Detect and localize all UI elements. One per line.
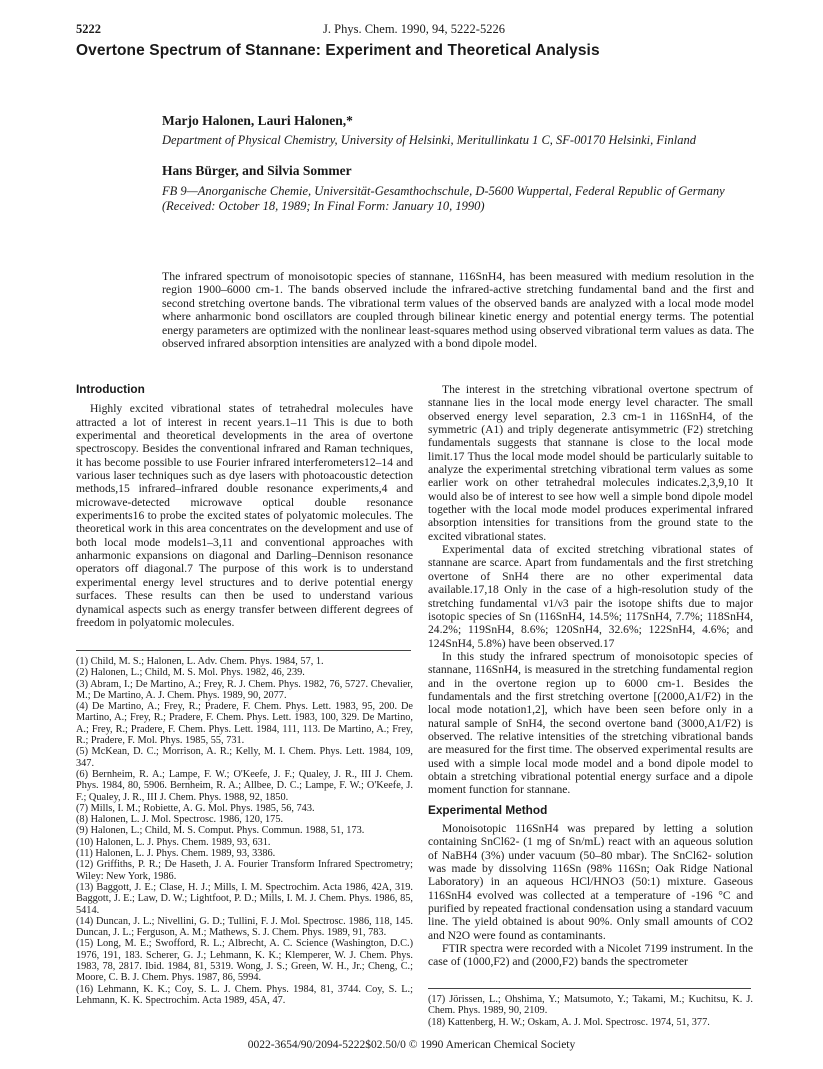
reference-item: (12) Griffiths, P. R.; De Haseth, J. A. Fourier Transform Infrared Spectrometry; Wiley: New York, 1986. — [76, 859, 413, 882]
body-paragraph: The interest in the stretching vibrational overtone spectrum of stannane lies in the local mode energy level character. The small observed energy level separation, 2.3 cm-1 in 116SnH4, of the symmetric (A1) and triply degenerate antisymmetric (F2) stretching fundamentals suggests that stannane is close to the local mode limit.17 Thus the local mode model should be particularly suitable to analyze the experimental stretching vibrational term values as some earlier work on other tetrahedral molecules indicates.2,3,9,10 It would also be of interest to see how well a simple bond dipole model together with the local mode model produces experimental infrared absorption intensities for transitions from the ground state to the excited vibrational states. — [428, 383, 753, 543]
reference-item: (17) Jörissen, L.; Ohshima, Y.; Matsumoto, Y.; Takami, M.; Kuchitsu, K. J. Chem. Phys. 1989, 90, 2109. — [428, 994, 753, 1017]
affiliation-wuppertal: FB 9—Anorganische Chemie, Universität-Gesamthochschule, D-5600 Wuppertal, Federal Republic of Germany — [162, 184, 725, 198]
running-header — [76, 22, 752, 38]
reference-item: (15) Long, M. E.; Swofford, R. L.; Albrecht, A. C. Science (Washington, D.C.) 1976, 191, 183. Scherer, G. J.; Lehmann, K. K.; Klemperer, W. J. Chem. Phys. 1983, 78, 2817. Ibid. 1984, 81, 5319. Wong, J. S.; Green, W. H., Jr.; Cheng, C.; Moore, C. B. J. Chem. Phys. 1987, 86, 5994. — [76, 938, 413, 984]
reference-item: (6) Bernheim, R. A.; Lampe, F. W.; O'Keefe, J. F.; Qualey, J. R., III J. Chem. Phys. 1984, 80, 5906. Bernheim, R. A.; Allbee, D. C.; Lampe, F. W.; O'Keefe, J. F.; Qualey, J. R., III J. Chem. Phys. 1988, 92, 1850. — [76, 768, 413, 803]
reference-item: (1) Child, M. S.; Halonen, L. Adv. Chem. Phys. 1984, 57, 1. — [76, 656, 324, 667]
reference-item: (14) Duncan, J. L.; Nivellini, G. D.; Tullini, F. J. Mol. Spectrosc. 1986, 118, 145. Duncan, J. L.; Ferguson, A. M.; Mathews, S. J. Chem. Phys. 1989, 91, 783. — [76, 915, 413, 939]
reference-item: (4) De Martino, A.; Frey, R.; Pradere, F. Chem. Phys. Lett. 1983, 95, 200. De Martino, A.; Frey, R.; Pradere, F. Chem. Phys. Lett. 1983, 100, 329. De Martino, A.; Frey, R.; Pradere, F. Chem. Phys. Lett. 1984, 111, 113. De Martino, A.; Frey, R.; Pradere, F. Mol. Phys. 1985, 55, 731. — [76, 701, 413, 747]
body-paragraph: In this study the infrared spectrum of monoisotopic species of stannane, 116SnH4, is measured in the stretching fundamental region and in the overtone region up to 6000 cm-1. Besides the fundamentals and the first stretching overtone [(2000,A1/F2) in the local mode notation1,2], which have been seen before only in a natural sample of SnH4, the second overtone band (3000,A1/F2) is observed. The relative intensities of the stretching vibrational bands are measured for the first time. The observed experimental results are used with a simple local mode model and a bond dipole model to obtain a stretching vibrational potential energy surface and a dipole moment function for stannane. — [428, 649, 753, 797]
reference-item: (13) Baggott, J. E.; Clase, H. J.; Mills, I. M. Spectrochim. Acta 1986, 42A, 319. Baggott, J. E.; Law, D. W.; Lightfoot, P. D.; Mills, I. M. J. Chem. Phys. 1986, 85, 5414. — [76, 881, 413, 916]
reference-item: (2) Halonen, L.; Child, M. S. Mol. Phys. 1982, 46, 239. — [76, 667, 305, 679]
references-left — [76, 656, 413, 1006]
article-title: Overtone Spectrum of Stannane: Experiment and Theoretical Analysis — [76, 42, 600, 59]
journal-citation: J. Phys. Chem. 1990, 94, 5222-5226 — [323, 22, 505, 36]
reference-item: (10) Halonen, L. J. Phys. Chem. 1989, 93, 631. — [76, 836, 271, 848]
footnote-divider-right — [428, 988, 751, 989]
reference-item: (18) Kattenberg, H. W.; Oskam, A. J. Mol. Spectrosc. 1974, 51, 377. — [428, 1016, 710, 1028]
footnote-divider — [76, 650, 411, 651]
reference-item: (3) Abram, I.; De Martino, A.; Frey, R. J. Chem. Phys. 1982, 76, 5727. Chevalier, M.; De Martino, A. J. Chem. Phys. 1989, 90, 2077. — [76, 678, 413, 701]
intro-paragraph: Highly excited vibrational states of tetrahedral molecules have attracted a lot of interest in recent years.1–11 This is due to both experimental and theoretical developments in the area of overtone spectroscopy. Besides the conventional infrared and Raman techniques, it has become possible to use Fourier infrared interferometers12–14 and various laser techniques such as dye lasers with photoacoustic detection methods,15 infrared–infrared double resonance experiments,4 and microwave-detected microwave optical double resonance experiments16 to probe the excited states of polyatomic molecules. The theoretical work in this area concentrates on the development and use of both local mode models1–3,11 and conventional approaches with anharmonic expansions on diagonal and Darling–Dennison resonance operators off diagonal.7 The purpose of this work is to understand experimental energy level structures and to derive potential energy surfaces. These results can then be used to understand various dynamical aspects such as energy transfer between different degrees of freedom in polyatomic molecules. — [76, 402, 413, 629]
reference-item: (8) Halonen, L. J. Mol. Spectrosc. 1986, 120, 175. — [76, 814, 284, 826]
reference-item: (9) Halonen, L.; Child, M. S. Comput. Phys. Commun. 1988, 51, 173. — [76, 825, 365, 837]
page-number: 5222 — [76, 22, 101, 36]
body-paragraph: Experimental data of excited stretching vibrational states of stannane are scarce. Apart from fundamentals and the first stretching overtone of SnH4 there are no other experimental data available.17,18 Only in the case of a high-resolution study of the stretching fundamental ν1/ν3 pair the isotope shifts due to major isotopic species of Sn (116SnH4, 14.5%; 117SnH4, 7.7%; 118SnH4, 24.2%; 119SnH4, 8.6%; 120SnH4, 32.6%; 122SnH4, 4.6%; and 124SnH4, 5.8%) have been observed.17 — [428, 543, 753, 650]
section-heading-introduction: Introduction — [76, 382, 145, 396]
abstract: The infrared spectrum of monoisotopic species of stannane, 116SnH4, has been measured with medium resolution in the region 1900–6000 cm-1. The bands observed include the infrared-active stretching fundamental band and the first and second stretching overtone bands. The vibrational term values of the observed bands are analyzed with a local mode model where anharmonic bond oscillators are coupled through bilinear kinetic energy and potential energy terms. The potential energy parameters are optimized with the nonlinear least-squares method using observed vibrational term values as data. The observed infrared absorption intensities are analyzed with a bond dipole model. — [162, 269, 754, 351]
reference-item: (7) Mills, I. M.; Robiette, A. G. Mol. Phys. 1985, 56, 743. — [76, 802, 315, 814]
received-dates: (Received: October 18, 1989; In Final Form: January 10, 1990) — [162, 199, 485, 213]
body-paragraph: FTIR spectra were recorded with a Nicolet 7199 instrument. In the case of (1000,F2) and (2000,F2) bands the spectrometer — [428, 942, 753, 969]
authors-helsinki: Marjo Halonen, Lauri Halonen,* — [162, 113, 353, 128]
right-column — [428, 383, 753, 969]
left-column — [76, 383, 413, 629]
affiliation-helsinki: Department of Physical Chemistry, University of Helsinki, Meritullinkatu 1 C, SF-00170 Helsinki, Finland — [162, 133, 696, 147]
reference-item: (11) Halonen, L. J. Phys. Chem. 1989, 93, 3386. — [76, 848, 276, 860]
copyright-footer: 0022-3654/90/2094-5222$02.50/0 © 1990 American Chemical Society — [247, 1039, 576, 1051]
body-paragraph: Monoisotopic 116SnH4 was prepared by letting a solution containing SnCl62- (1 mg of Sn/mL) react with an aqueous solution of NaBH4 (3%) under vacuum (50–80 mbar). The SnCl62- solution was made by dissolving 116Sn (98% 116Sn; Oak Ridge National Laboratory) in an aqueous HCl/HNO3 (50:1) mixture. Gaseous 116SnH4 evolved was collected at a temperature of -196 °C and purified by repeated fractional condensation using a standard vacuum line. The yield obtained is about 90%. Only small amounts of CO2 and N2O were found as contaminants. — [428, 822, 753, 942]
authors-wuppertal: Hans Bürger, and Silvia Sommer — [162, 163, 352, 178]
references-right — [428, 994, 753, 1028]
reference-item: (5) McKean, D. C.; Morrison, A. R.; Kelly, M. I. Chem. Phys. Lett. 1984, 109, 347. — [76, 746, 413, 769]
section-heading-experimental: Experimental Method — [428, 802, 548, 817]
reference-item: (16) Lehmann, K. K.; Coy, S. L. J. Chem. Phys. 1984, 81, 3744. Coy, S. L.; Lehmann, K. K. Spectrochim. Acta 1989, 45A, 47. — [76, 983, 413, 1006]
